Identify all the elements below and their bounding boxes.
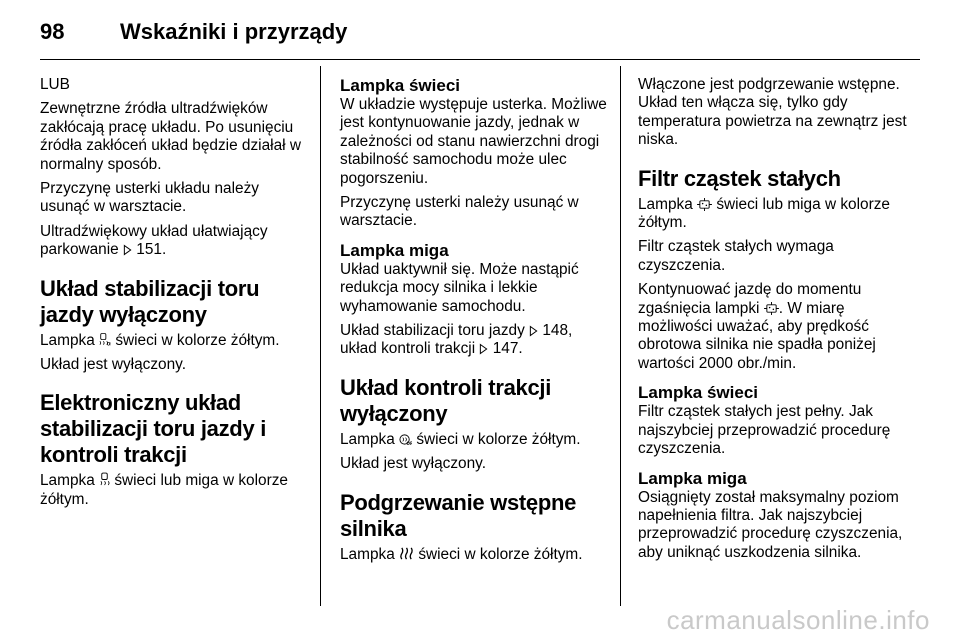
- paragraph: [40, 472, 310, 509]
- text-fragment: Kontynuować jazdę do momentu zgaśnięcia lampki: [638, 281, 862, 317]
- glow-plug-icon: [399, 546, 414, 561]
- text-fragment: Lampka: [340, 430, 395, 448]
- paragraph: Zewnętrzne źródła ultradźwięków zakłócają pracę układu. Po usunięciu źródła zakłóceń układ będzie działał w normalny sposób.: [40, 100, 301, 173]
- text-fragment: świeci w kolorze żółtym.: [416, 430, 581, 448]
- column-1: [40, 76, 310, 515]
- page-ref-link[interactable]: 151.: [136, 241, 167, 259]
- paragraph: Przyczynę usterki należy usunąć w warsztacie.: [340, 194, 579, 230]
- paragraph: [40, 332, 310, 350]
- paragraph: [638, 196, 908, 233]
- tc-off-icon: [399, 433, 412, 446]
- paragraph: Układ jest wyłączony.: [40, 356, 186, 374]
- ref-text: układ kontroli trakcji: [340, 340, 476, 358]
- text-fragment: . W miarę możliwości uważać, aby prędkość obrotowa silnika nie spadła poniżej wartości 2000 obr./min.: [638, 299, 876, 372]
- text-fragment: świeci w kolorze żółtym.: [115, 331, 280, 349]
- heading-stabilization-off: Układ stabilizacji toru jazdy wyłączony: [40, 275, 260, 327]
- paragraph: Filtr cząstek stałych wymaga czyszczenia.: [638, 238, 834, 274]
- paragraph: Układ uaktywnił się. Może nastąpić redukcja mocy silnika i lekkie wyhamowanie samochodu.: [340, 260, 579, 315]
- header-rule: [40, 59, 920, 60]
- text-fragment: Lampka: [40, 472, 95, 490]
- text-fragment: Lampka: [638, 195, 693, 213]
- esp-off-icon: [99, 332, 111, 347]
- page-ref-link[interactable]: 147.: [492, 340, 523, 358]
- watermark: carmanualsonline.info: [666, 605, 930, 635]
- text-fragment: świeci lub miga w kolorze żółtym.: [638, 195, 890, 232]
- heading-lamp-on: Lampka świeci: [638, 383, 759, 403]
- page-ref-link[interactable]: 148,: [542, 322, 573, 340]
- paragraph: Osiągnięty został maksymalny poziom napełnienia filtra. Jak najszybciej przeprowadzić procedurę czyszczenia, aby uniknąć uszkodzenia silnika.: [638, 488, 903, 561]
- text-fragment: świeci lub miga w kolorze żółtym.: [40, 472, 288, 508]
- heading-traction-off: Układ kontroli trakcji wyłączony: [340, 374, 552, 426]
- page-ref-arrow-icon: [529, 325, 538, 337]
- text-lub: LUB: [40, 76, 70, 93]
- heading-esp: Elektroniczny układ stabilizacji toru jazdy i kontroli trakcji: [40, 390, 267, 468]
- heading-lamp-blink: Lampka miga: [340, 240, 449, 260]
- page-title: Wskaźniki i przyrządy: [120, 19, 348, 44]
- heading-particle-filter: Filtr cząstek stałych: [638, 165, 841, 191]
- paragraph: [40, 223, 310, 260]
- particle-filter-icon: [697, 198, 712, 211]
- page-ref-arrow-icon: [479, 343, 488, 355]
- ref-text: Układ stabilizacji toru jazdy: [340, 322, 525, 340]
- paragraph: [340, 431, 608, 449]
- text-fragment: świeci w kolorze żółtym.: [418, 545, 583, 563]
- particle-filter-icon: [764, 302, 779, 315]
- paragraph: [340, 546, 608, 564]
- paragraph: [638, 281, 908, 373]
- column-divider-1: [320, 66, 321, 606]
- column-3: [638, 76, 908, 568]
- heading-preheat: Podgrzewanie wstępne silnika: [340, 489, 577, 541]
- heading-lamp-blink: Lampka miga: [638, 468, 747, 488]
- page-number: 98: [40, 19, 65, 44]
- paragraph: Włączone jest podgrzewanie wstępne. Układ ten włącza się, tylko gdy temperatura powietrza na zewnątrz jest niska.: [638, 76, 907, 149]
- heading-lamp-on: Lampka świeci: [340, 76, 461, 95]
- page-ref-arrow-icon: [123, 244, 132, 256]
- ref-text: Ultradźwiękowy układ ułatwiający parkowanie: [40, 222, 268, 259]
- column-divider-2: [620, 66, 621, 606]
- text-fragment: Lampka: [340, 545, 395, 563]
- paragraph: Przyczynę usterki układu należy usunąć w warsztacie.: [40, 180, 259, 216]
- text-fragment: Lampka: [40, 331, 95, 349]
- paragraph: Filtr cząstek stałych jest pełny. Jak najszybciej przeprowadzić procedurę czyszczenia.: [638, 403, 891, 458]
- paragraph: [340, 322, 608, 359]
- paragraph: W układzie występuje usterka. Możliwe jest kontynuowanie jazdy, jednak w zależności od stanu nawierzchni drogi stabilność samochodu może ulec pogorszeniu.: [340, 96, 607, 187]
- column-2: [340, 76, 608, 570]
- esp-icon: [99, 472, 110, 487]
- page-header: [40, 14, 920, 58]
- paragraph: Układ jest wyłączony.: [340, 455, 486, 473]
